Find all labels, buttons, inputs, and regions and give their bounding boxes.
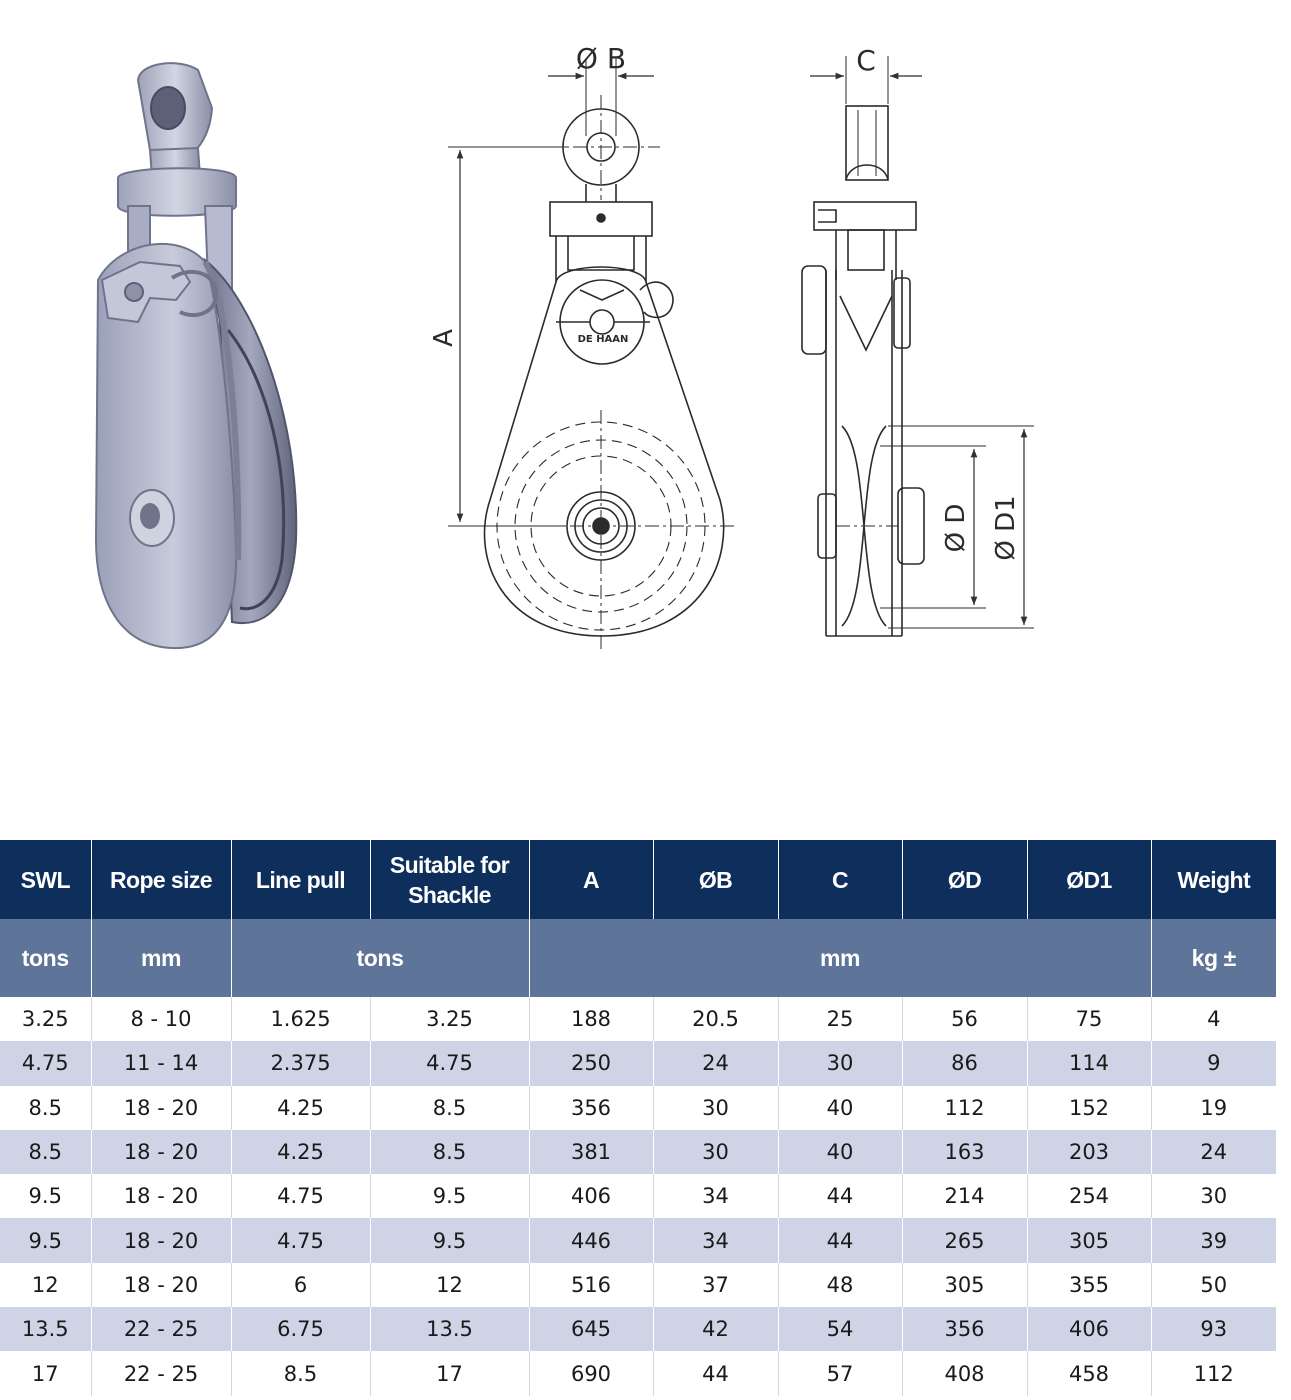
cell-line-pull: 4.75 [231, 1218, 370, 1262]
cell-weight: 19 [1151, 1086, 1276, 1130]
header-dia-b: ØB [653, 840, 778, 919]
cell-rope-size: 18 - 20 [91, 1218, 231, 1262]
specification-table [0, 840, 1276, 1396]
header-a: A [529, 840, 653, 919]
cell-weight: 39 [1151, 1218, 1276, 1262]
header-weight: Weight [1151, 840, 1276, 919]
cell-weight: 4 [1151, 997, 1276, 1041]
cell-dia-d1: 203 [1027, 1130, 1151, 1174]
sheave-mark: DE HAAN [577, 334, 629, 345]
cell-swl: 3.25 [0, 997, 91, 1041]
cell-shackle: 4.75 [370, 1041, 529, 1085]
cell-a: 406 [529, 1174, 653, 1218]
cell-a: 188 [529, 997, 653, 1041]
table-body [0, 997, 1276, 1396]
cell-swl: 8.5 [0, 1130, 91, 1174]
cell-dia-d1: 254 [1027, 1174, 1151, 1218]
cell-line-pull: 2.375 [231, 1041, 370, 1085]
cell-dia-d1: 152 [1027, 1086, 1151, 1130]
cell-swl: 9.5 [0, 1218, 91, 1262]
cell-a: 381 [529, 1130, 653, 1174]
dimension-a-label: A [429, 329, 459, 347]
product-drawings [0, 0, 1291, 690]
front-view-drawing [448, 58, 734, 650]
cell-dia-d: 265 [902, 1218, 1027, 1262]
dimension-c-label: C [856, 44, 876, 77]
cell-weight: 30 [1151, 1174, 1276, 1218]
table-units-row [0, 919, 1276, 997]
cell-dia-d: 56 [902, 997, 1027, 1041]
cell-a: 645 [529, 1307, 653, 1351]
cell-rope-size: 18 - 20 [91, 1263, 231, 1307]
cell-dia-d: 86 [902, 1041, 1027, 1085]
cell-dia-d1: 355 [1027, 1263, 1151, 1307]
header-c: C [778, 840, 902, 919]
cell-swl: 12 [0, 1263, 91, 1307]
cell-line-pull: 1.625 [231, 997, 370, 1041]
cell-dia-d: 356 [902, 1307, 1027, 1351]
header-line-pull: Line pull [231, 840, 370, 919]
cell-weight: 9 [1151, 1041, 1276, 1085]
cell-rope-size: 22 - 25 [91, 1351, 231, 1395]
table-row [0, 1351, 1276, 1395]
cell-swl: 17 [0, 1351, 91, 1395]
header-dia-d1: ØD1 [1027, 840, 1151, 919]
cell-a: 690 [529, 1351, 653, 1395]
dimension-d-label: Ø D [941, 503, 971, 553]
snatch-block-render [96, 63, 296, 648]
cell-shackle: 9.5 [370, 1174, 529, 1218]
cell-a: 446 [529, 1218, 653, 1262]
cell-dia-d: 163 [902, 1130, 1027, 1174]
cell-dia-d1: 458 [1027, 1351, 1151, 1395]
cell-dia-d: 214 [902, 1174, 1027, 1218]
cell-rope-size: 18 - 20 [91, 1130, 231, 1174]
cell-c: 40 [778, 1086, 902, 1130]
cell-line-pull: 4.75 [231, 1174, 370, 1218]
cell-line-pull: 4.25 [231, 1086, 370, 1130]
cell-swl: 8.5 [0, 1086, 91, 1130]
cell-shackle: 12 [370, 1263, 529, 1307]
unit-rope: mm [91, 919, 231, 997]
unit-dimensions: mm [529, 919, 1151, 997]
header-rope-size: Rope size [91, 840, 231, 919]
cell-dia-d: 408 [902, 1351, 1027, 1395]
cell-c: 25 [778, 997, 902, 1041]
cell-dia-b: 20.5 [653, 997, 778, 1041]
unit-swl: tons [0, 919, 91, 997]
table-header-row [0, 840, 1276, 919]
cell-shackle: 13.5 [370, 1307, 529, 1351]
cell-dia-b: 42 [653, 1307, 778, 1351]
cell-weight: 112 [1151, 1351, 1276, 1395]
cell-dia-d: 112 [902, 1086, 1027, 1130]
cell-dia-b: 24 [653, 1041, 778, 1085]
cell-dia-d1: 305 [1027, 1218, 1151, 1262]
cell-dia-b: 34 [653, 1174, 778, 1218]
cell-a: 250 [529, 1041, 653, 1085]
dimension-d1-label: Ø D1 [991, 495, 1021, 561]
cell-c: 48 [778, 1263, 902, 1307]
cell-rope-size: 8 - 10 [91, 997, 231, 1041]
cell-c: 57 [778, 1351, 902, 1395]
cell-line-pull: 8.5 [231, 1351, 370, 1395]
cell-swl: 13.5 [0, 1307, 91, 1351]
header-dia-d: ØD [902, 840, 1027, 919]
header-suitable-shackle: Suitable for Shackle [370, 840, 529, 919]
table-row [0, 1307, 1276, 1351]
cell-weight: 24 [1151, 1130, 1276, 1174]
cell-shackle: 3.25 [370, 997, 529, 1041]
cell-a: 356 [529, 1086, 653, 1130]
cell-rope-size: 11 - 14 [91, 1041, 231, 1085]
cell-line-pull: 6.75 [231, 1307, 370, 1351]
cell-rope-size: 18 - 20 [91, 1174, 231, 1218]
cell-dia-d: 305 [902, 1263, 1027, 1307]
table-row [0, 997, 1276, 1041]
cell-shackle: 8.5 [370, 1086, 529, 1130]
cell-dia-b: 30 [653, 1130, 778, 1174]
cell-c: 30 [778, 1041, 902, 1085]
cell-weight: 50 [1151, 1263, 1276, 1307]
table-row [0, 1130, 1276, 1174]
unit-weight: kg ± [1151, 919, 1276, 997]
cell-shackle: 8.5 [370, 1130, 529, 1174]
cell-c: 40 [778, 1130, 902, 1174]
table-row [0, 1041, 1276, 1085]
cell-c: 54 [778, 1307, 902, 1351]
table-row [0, 1263, 1276, 1307]
cell-c: 44 [778, 1174, 902, 1218]
table-row [0, 1218, 1276, 1262]
cell-dia-b: 44 [653, 1351, 778, 1395]
cell-dia-b: 37 [653, 1263, 778, 1307]
cell-dia-b: 30 [653, 1086, 778, 1130]
cell-dia-d1: 75 [1027, 997, 1151, 1041]
cell-a: 516 [529, 1263, 653, 1307]
cell-swl: 9.5 [0, 1174, 91, 1218]
table-row [0, 1086, 1276, 1130]
cell-swl: 4.75 [0, 1041, 91, 1085]
unit-pull-shackle: tons [231, 919, 529, 997]
header-swl: SWL [0, 840, 91, 919]
cell-rope-size: 18 - 20 [91, 1086, 231, 1130]
cell-shackle: 9.5 [370, 1218, 529, 1262]
cell-c: 44 [778, 1218, 902, 1262]
cell-dia-b: 34 [653, 1218, 778, 1262]
table-row [0, 1174, 1276, 1218]
cell-shackle: 17 [370, 1351, 529, 1395]
cell-rope-size: 22 - 25 [91, 1307, 231, 1351]
cell-weight: 93 [1151, 1307, 1276, 1351]
cell-dia-d1: 406 [1027, 1307, 1151, 1351]
cell-line-pull: 6 [231, 1263, 370, 1307]
cell-line-pull: 4.25 [231, 1130, 370, 1174]
dimension-b-label: Ø B [575, 42, 627, 75]
cell-dia-d1: 114 [1027, 1041, 1151, 1085]
